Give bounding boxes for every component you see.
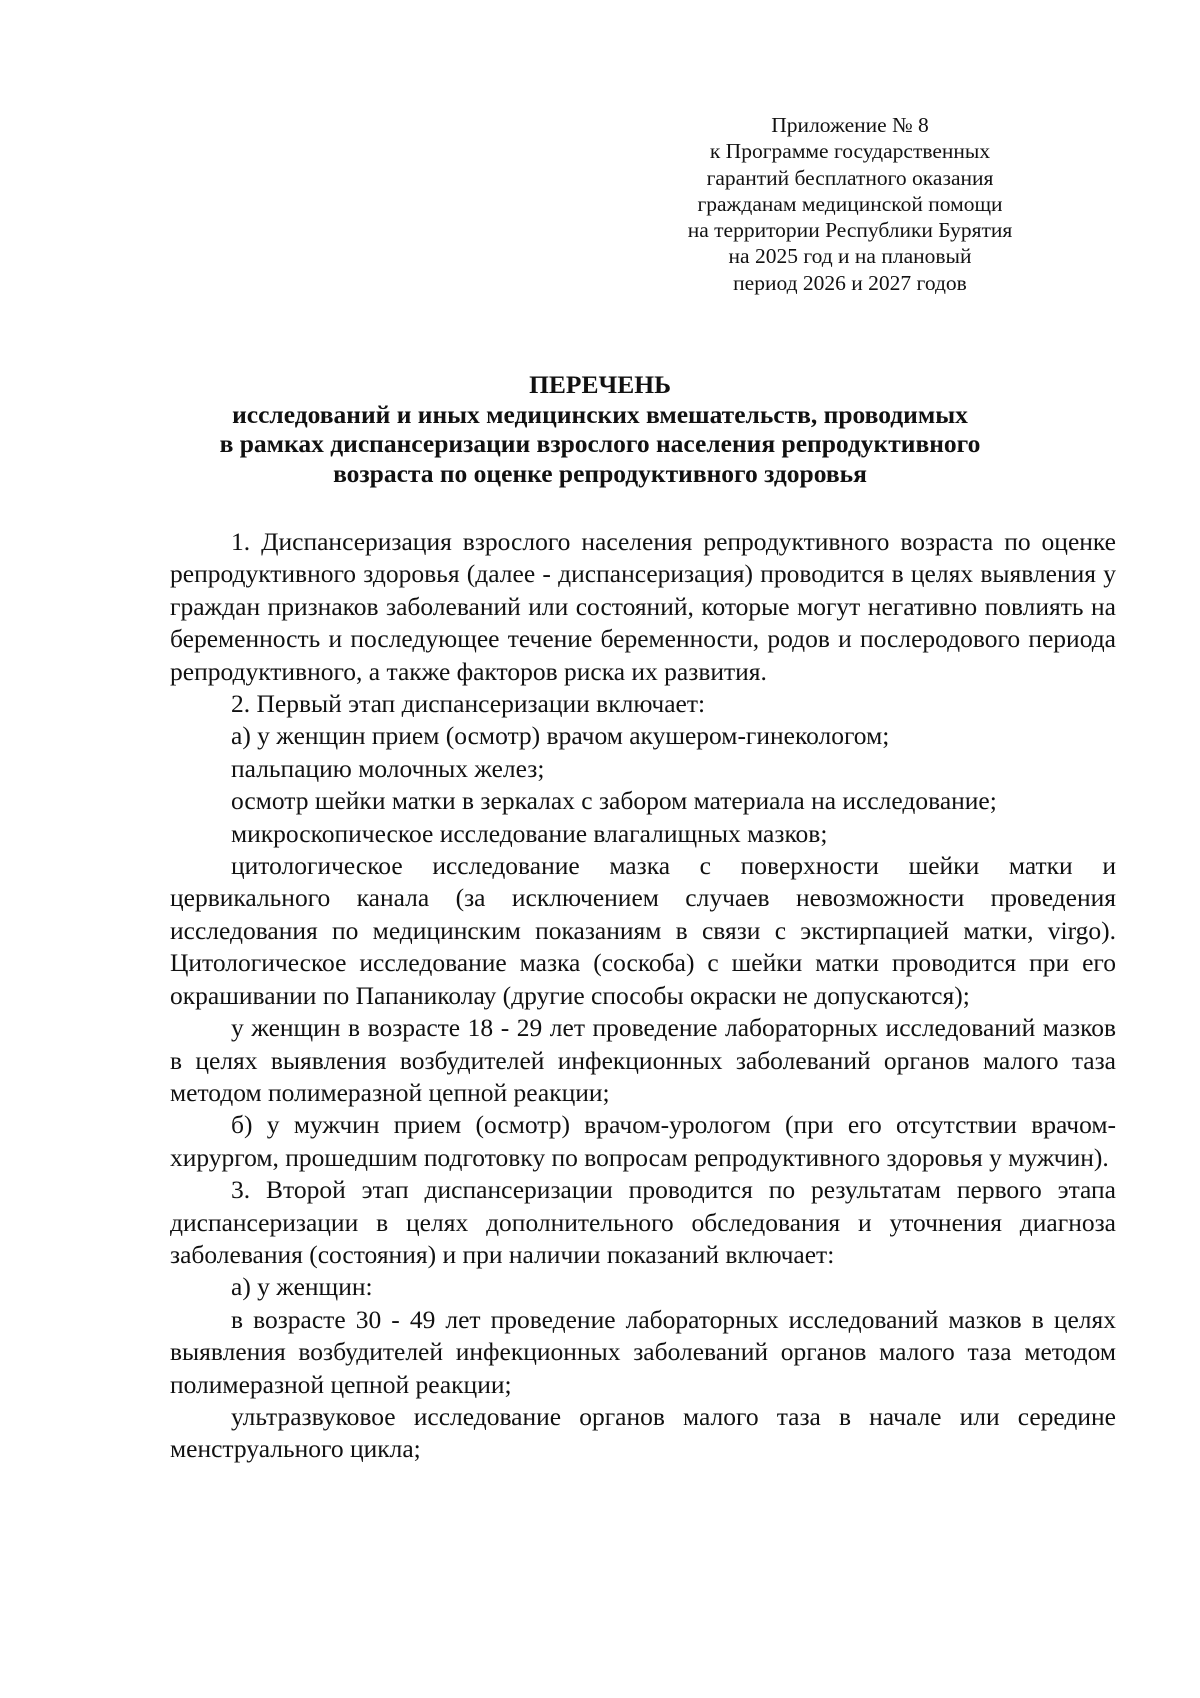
appendix-line: Приложение № 8 bbox=[771, 113, 929, 137]
list-item: цитологическое исследование мазка с поверхности шейки матки и цервикального канала (за исключением случаев невозможности проведения исследования по медицинским показаниям в связи с экстирпацией матки, virgo). Цитологическое исследование мазка (соскоба) с шейки матки проводится при его окрашивании по Папаниколау (другие способы окраски не допускаются); bbox=[170, 851, 1116, 1010]
appendix-line: к Программе государственных bbox=[709, 139, 991, 164]
paragraph-3a: а) у женщин: bbox=[231, 1272, 373, 1302]
paragraph-1: 1. Диспансеризация взрослого населения репродуктивного возраста по оценке репродуктивного здоровья (далее - диспансеризация) проводится в целях выявления у граждан признаков заболеваний или состояний, которые могут негативно повлиять на беременность и последующее течение беременности, родов и послеродового периода репродуктивного, а также факторов риска их развития. bbox=[170, 527, 1116, 686]
list-item: осмотр шейки матки в зеркалах с забором материала на исследование; bbox=[231, 786, 997, 816]
document-subtitle-line: исследований и иных медицинских вмешательств, проводимых bbox=[232, 399, 968, 429]
appendix-block bbox=[640, 112, 1060, 296]
list-item: микроскопическое исследование влагалищных мазков; bbox=[231, 818, 828, 848]
list-item: ультразвуковое исследование органов малого таза в начале или середине менструального цикла; bbox=[170, 1401, 1116, 1464]
document-body bbox=[170, 526, 1116, 1466]
document-title: ПЕРЕЧЕНЬ bbox=[529, 370, 671, 399]
appendix-line: на 2025 год и на плановый bbox=[728, 244, 972, 269]
document-subtitle-line: в рамках диспансеризации взрослого населения репродуктивного bbox=[219, 429, 981, 459]
paragraph-2b: б) у мужчин прием (осмотр) врачом-урологом (при его отсутствии врачом-хирургом, прошедшим подготовку по вопросам репродуктивного здоровья у мужчин). bbox=[170, 1110, 1116, 1172]
document-heading bbox=[150, 370, 1050, 488]
list-item: у женщин в возрасте 18 - 29 лет проведение лабораторных исследований мазков в целях выявления возбудителей инфекционных заболеваний органов малого таза методом полимеразной цепной реакции; bbox=[170, 1013, 1116, 1107]
appendix-line: период 2026 и 2027 годов bbox=[733, 270, 967, 295]
list-item: в возрасте 30 - 49 лет проведение лабораторных исследований мазков в целях выявления возбудителей инфекционных заболеваний органов малого таза методом полимеразной цепной реакции; bbox=[170, 1304, 1116, 1399]
appendix-line: на территории Республики Бурятия bbox=[687, 218, 1013, 243]
paragraph-3: 3. Второй этап диспансеризации проводится по результатам первого этапа диспансеризации в целях дополнительного обследования и уточнения диагноза заболевания (состояния) и при наличии показаний включает: bbox=[170, 1175, 1116, 1269]
list-item: пальпацию молочных желез; bbox=[231, 753, 545, 783]
paragraph-2a: а) у женщин прием (осмотр) врачом акушером-гинекологом; bbox=[231, 721, 890, 751]
document-subtitle-line: возраста по оценке репродуктивного здоровья bbox=[333, 458, 867, 488]
paragraph-2: 2. Первый этап диспансеризации включает: bbox=[231, 689, 706, 719]
appendix-line: гарантий бесплатного оказания bbox=[706, 165, 994, 190]
appendix-line: гражданам медицинской помощи bbox=[697, 191, 1003, 216]
